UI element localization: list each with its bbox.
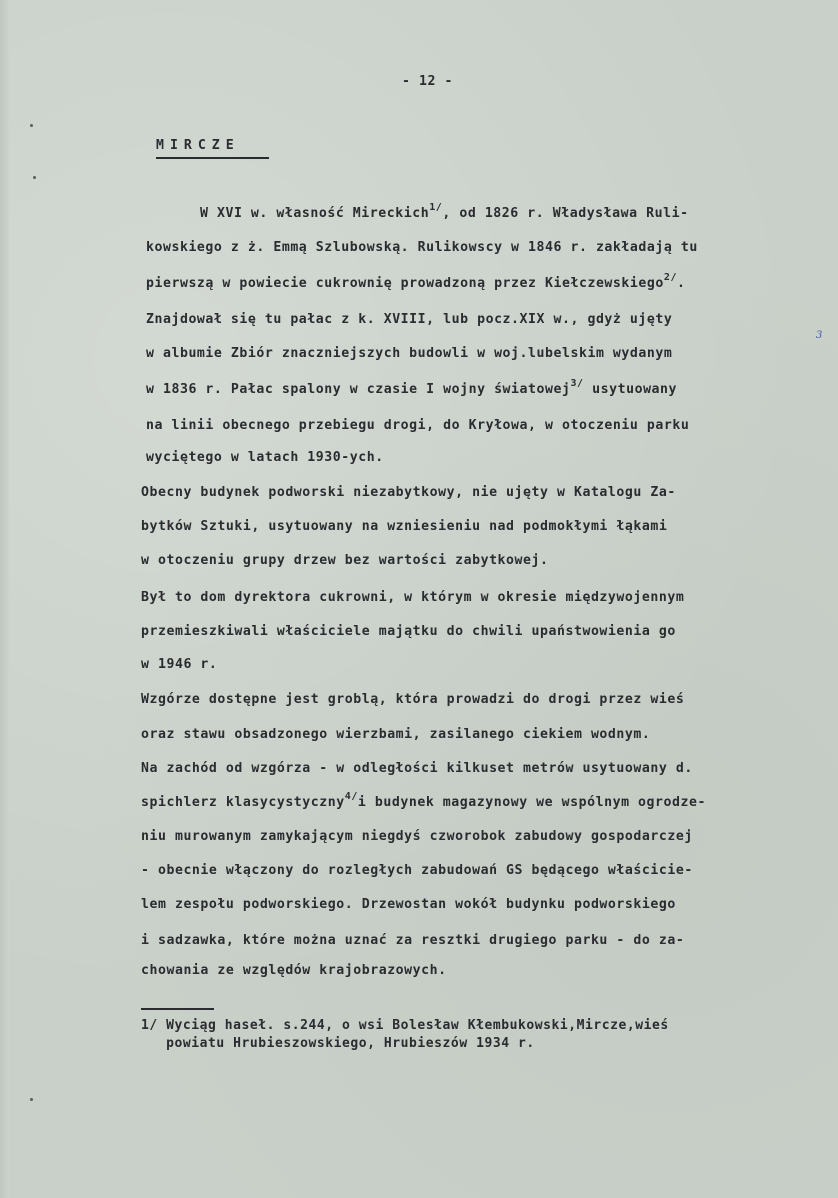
body-line-text: i sadzawka, które można uznać za resztki drugiego parku - do za- bbox=[141, 933, 685, 948]
body-line-text: w albumie Zbiór znaczniejszych budowli w woj.lubelskim wydanym bbox=[146, 346, 673, 361]
footnote-reference: 4/ bbox=[344, 791, 358, 802]
body-line bbox=[141, 553, 549, 569]
footnote-line: 1/ Wyciąg haseł. s.244, o wsi Bolesław Kłembukowski,Mircze,wieś bbox=[141, 1018, 669, 1033]
footnote-reference: 1/ bbox=[429, 202, 443, 213]
body-line bbox=[146, 240, 698, 256]
body-line-text: spichlerz klasycystyczny bbox=[141, 795, 345, 810]
body-line-text: Wzgórze dostępne jest groblą, która prowadzi do drogi przez wieś bbox=[141, 692, 685, 707]
body-line-text: Był to dom dyrektora cukrowni, w którym w okresie międzywojennym bbox=[141, 590, 685, 605]
body-line bbox=[141, 897, 676, 913]
body-line bbox=[141, 963, 447, 979]
body-line-text: w otoczeniu grupy drzew bez wartości zabytkowej. bbox=[141, 553, 549, 568]
body-line-text: lem zespołu podworskiego. Drzewostan wokół budynku podworskiego bbox=[141, 897, 676, 912]
footnote-line: powiatu Hrubieszowskiego, Hrubieszów 1934 r. bbox=[141, 1036, 535, 1051]
body-line-text: chowania ze względów krajobrazowych. bbox=[141, 963, 447, 978]
body-line bbox=[146, 346, 672, 362]
body-line-text: - obecnie włączony do rozległych zabudowań GS będącego właściciе- bbox=[141, 863, 693, 878]
handwritten-mark: 3 bbox=[816, 330, 823, 341]
body-line bbox=[141, 485, 676, 501]
body-line bbox=[146, 378, 678, 398]
body-line-text: usytuowany bbox=[583, 382, 678, 397]
title-underline bbox=[156, 157, 269, 159]
body-line bbox=[146, 312, 672, 328]
body-line bbox=[141, 624, 676, 640]
body-line-text: przemieszkiwali właściciele majątku do chwili upaństwowienia go bbox=[141, 624, 676, 639]
body-line bbox=[146, 272, 686, 292]
body-line-text: pierwszą w powiecie cukrownię prowadzoną przez Kiełczewskiego bbox=[146, 276, 664, 291]
body-line bbox=[146, 418, 689, 434]
scan-speck bbox=[33, 176, 36, 179]
body-line-text: i budynek magazynowy we wspólnym ogrodze- bbox=[357, 795, 706, 810]
body-line-text: w 1946 r. bbox=[141, 657, 218, 672]
body-line-text: , od 1826 r. Władysława Ruli- bbox=[442, 206, 689, 221]
body-line bbox=[141, 590, 684, 606]
body-line-text: Na zachód od wzgórza - w odległości kilkuset metrów usytuowany d. bbox=[141, 761, 693, 776]
body-line-text: Znajdował się tu pałac z k. XVIII, lub pocz.XIX w., gdyż ujęty bbox=[146, 312, 673, 327]
footnote-reference: 3/ bbox=[570, 378, 584, 389]
body-line-text: na linii obecnego przebiegu drogi, do Kryłowa, w otoczeniu parku bbox=[146, 418, 690, 433]
body-line bbox=[146, 450, 384, 466]
body-line bbox=[141, 933, 684, 949]
body-line-text: W XVI w. własność Mireckich bbox=[200, 206, 430, 221]
body-line bbox=[200, 202, 689, 222]
body-line-text: Obecny budynek podworski niezabytkowy, nie ujęty w Katalogu Za- bbox=[141, 485, 676, 500]
body-line-text: bytków Sztuki, usytuowany na wzniesieniu nad podmokłymi łąkami bbox=[141, 519, 668, 534]
footnote-rule bbox=[141, 1008, 214, 1010]
page-left-edge bbox=[0, 0, 9, 1198]
body-line bbox=[141, 863, 693, 879]
body-line-text: w 1836 r. Pałac spalony w czasie I wojny światowej bbox=[146, 382, 571, 397]
body-line bbox=[141, 519, 667, 535]
scan-speck bbox=[30, 1098, 33, 1101]
body-line bbox=[141, 727, 650, 743]
body-line-text: . bbox=[677, 276, 686, 291]
body-line bbox=[141, 692, 684, 708]
body-line bbox=[141, 657, 217, 673]
body-line bbox=[141, 829, 693, 845]
page-number: - 12 - bbox=[402, 74, 453, 89]
scan-speck bbox=[30, 124, 33, 127]
footnote-reference: 2/ bbox=[663, 272, 678, 283]
body-line-text: kowskiego z ż. Emmą Szlubowską. Rulikowscy w 1846 r. zakładają tu bbox=[146, 240, 698, 255]
body-line-text: oraz stawu obsadzonego wierzbami, zasilanego ciekiem wodnym. bbox=[141, 727, 651, 742]
body-line-text: wyciętego w latach 1930-ych. bbox=[146, 450, 384, 465]
section-title: MIRCZE bbox=[156, 138, 240, 153]
body-line bbox=[141, 761, 693, 777]
body-line-text: niu murowanym zamykającym niegdyś czworobok zabudowy gospodarczej bbox=[141, 829, 693, 844]
body-line bbox=[141, 791, 706, 811]
